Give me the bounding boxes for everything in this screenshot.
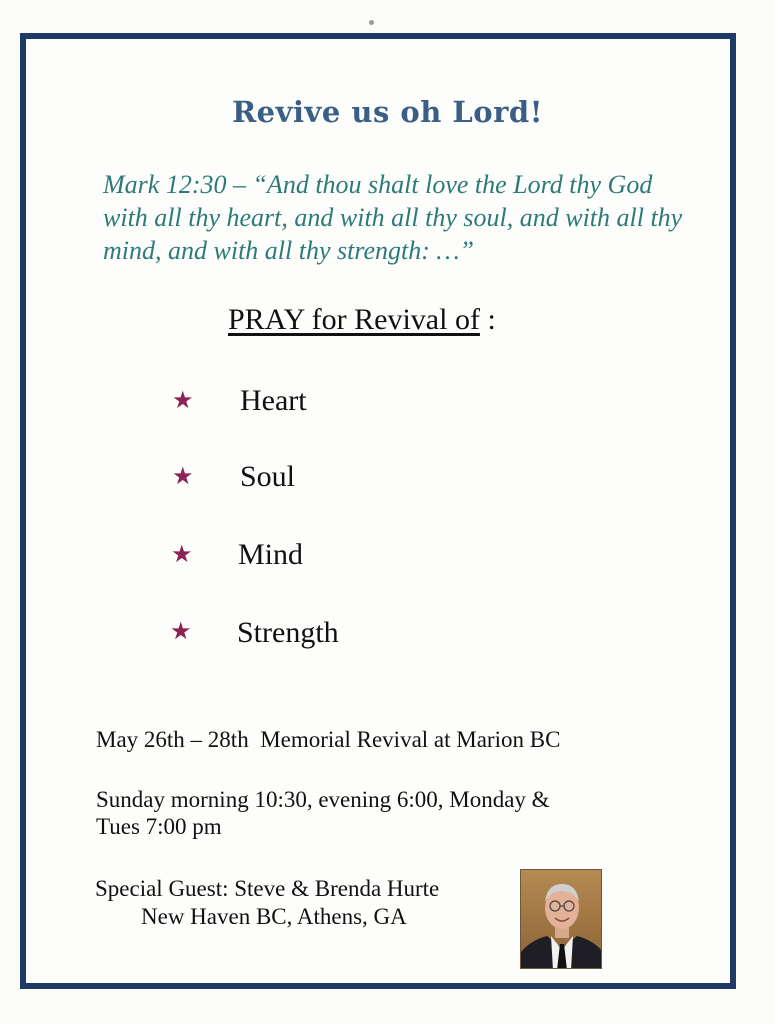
pray-heading [228, 303, 496, 337]
pray-heading-text: PRAY for Revival of [228, 303, 480, 336]
guest-church: New Haven BC, Athens, GA [141, 904, 407, 929]
list-item-strength: Strength [237, 616, 339, 649]
pray-heading-colon: : [487, 303, 496, 336]
portrait-illustration [521, 870, 602, 969]
schedule-line-2: Tues 7:00 pm [96, 814, 222, 839]
scripture-verse: Mark 12:30 – “And thou shalt love the Lord thy God with all thy heart, and with all thy soul, and with all thy mind, and with all thy strength: …” [103, 170, 683, 265]
star-icon: ★ [172, 386, 194, 414]
list-item-soul: Soul [240, 460, 296, 493]
star-icon: ★ [170, 617, 192, 645]
guest-portrait [520, 869, 602, 969]
flyer-title: Revive us oh Lord! [232, 95, 543, 129]
list-item-heart: Heart [240, 384, 307, 417]
event-dates: May 26th – 28th Memorial Revival at Marion BC [96, 727, 561, 752]
star-icon: ★ [171, 540, 193, 568]
schedule-line-1: Sunday morning 10:30, evening 6:00, Monday & [96, 787, 550, 812]
list-item-mind: Mind [238, 538, 304, 571]
special-guest: Special Guest: Steve & Brenda Hurte [95, 876, 440, 901]
paper-speck [369, 20, 374, 25]
star-icon: ★ [172, 462, 194, 490]
